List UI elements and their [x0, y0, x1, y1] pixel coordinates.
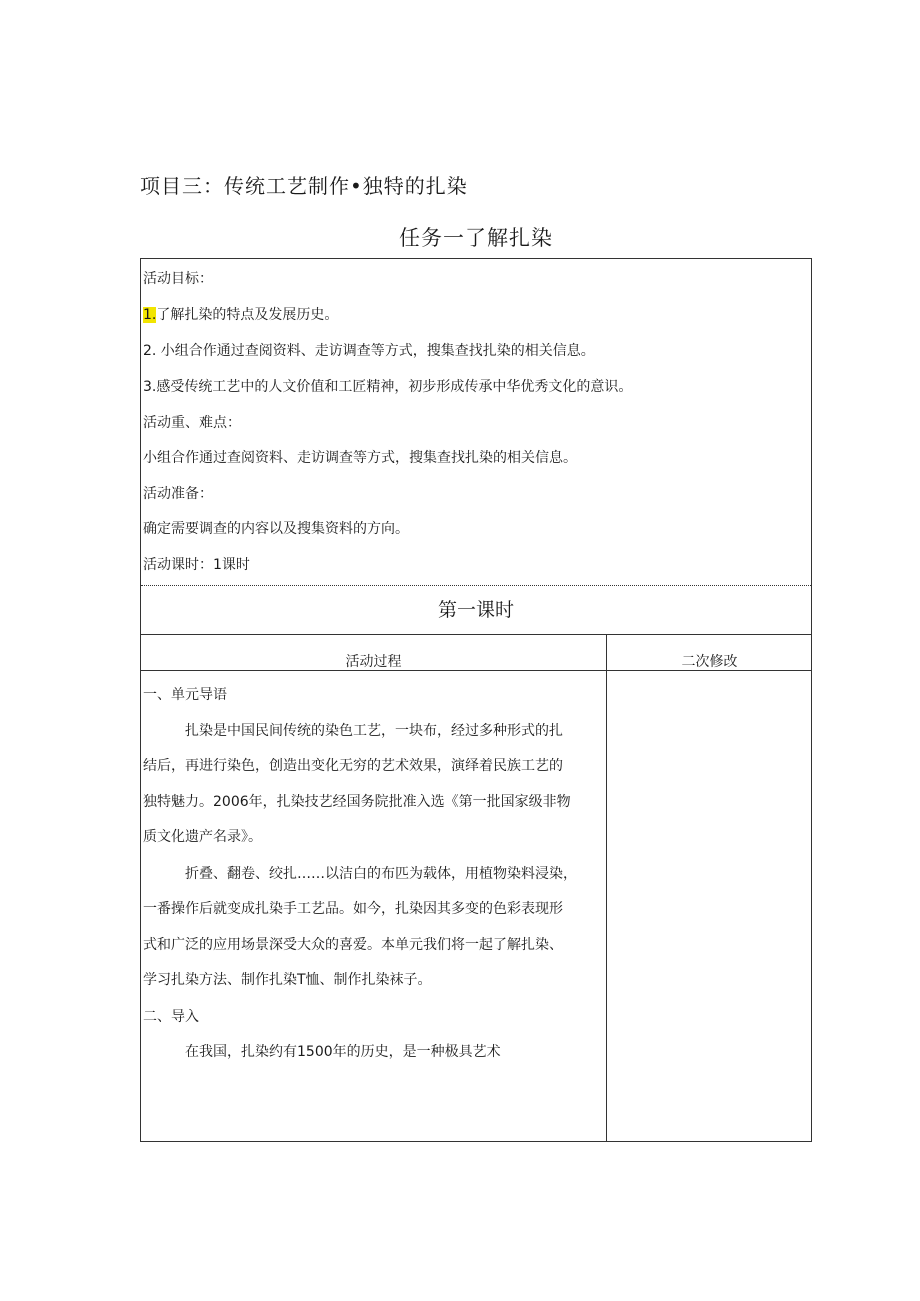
objective-3: 3.感受传统工艺中的人文价值和工匠精神，初步形成传承中华优秀文化的意识。: [143, 379, 633, 395]
paragraph-line: 式和广泛的应用场景深受大众的喜爱。本单元我们将一起了解扎染、: [143, 937, 563, 953]
paragraph-line: 扎染是中国民间传统的染色工艺，一块布，经过多种形式的扎: [185, 723, 563, 739]
activity-info-section: [141, 259, 811, 586]
key-points-text: 小组合作通过查阅资料、走访调查等方式，搜集查找扎染的相关信息。: [143, 450, 577, 466]
paragraph-line: 一番操作后就变成扎染手工艺品。如今，扎染因其多变的色彩表现形: [143, 901, 563, 917]
section-heading-intro: 一、单元导语: [143, 687, 227, 703]
objective-2: 2. 小组合作通过查阅资料、走访调查等方式，搜集查找扎染的相关信息。: [143, 343, 595, 359]
key-points-label: 活动重、难点：: [143, 415, 241, 431]
objective-1: [143, 305, 338, 325]
session-title: 第一课时: [437, 599, 514, 621]
paragraph-line: 学习扎染方法、制作扎染T恤、制作扎染袜子。: [143, 972, 432, 988]
lesson-plan-table: [140, 258, 812, 1142]
preparation-text: 确定需要调查的内容以及搜集资料的方向。: [143, 521, 409, 537]
objective-1-text: 了解扎染的特点及发展历史。: [156, 307, 339, 323]
objective-label: 活动目标：: [143, 271, 213, 287]
column-header-process: 活动过程: [345, 654, 402, 670]
preparation-label: 活动准备：: [143, 486, 213, 502]
project-title: 项目三：传统工艺制作•独特的扎染: [140, 174, 468, 198]
objective-1-number: 1.: [143, 307, 157, 323]
task-title: 任务一了解扎染: [399, 226, 553, 250]
class-hours: 活动课时：1课时: [143, 557, 250, 573]
column-header-revision: 二次修改: [681, 654, 738, 670]
section-divider: [141, 585, 811, 586]
paragraph-line: 独特魅力。2006年，扎染技艺经国务院批准入选《第一批国家级非物: [143, 794, 571, 810]
paragraph-line: 在我国，扎染约有1500年的历史，是一种极具艺术: [185, 1044, 501, 1060]
revision-cell[interactable]: [607, 671, 812, 1141]
paragraph-line: 质文化遗产名录》。: [143, 829, 262, 845]
section-heading-lead-in: 二、导入: [143, 1009, 199, 1025]
paragraph-line: 折叠、翻卷、绞扎……以洁白的布匹为载体，用植物染料浸染，: [185, 866, 577, 882]
paragraph-line: 结后，再进行染色，创造出变化无穷的艺术效果，演绎着民族工艺的: [143, 758, 563, 774]
header-row-top-border: [141, 634, 811, 635]
